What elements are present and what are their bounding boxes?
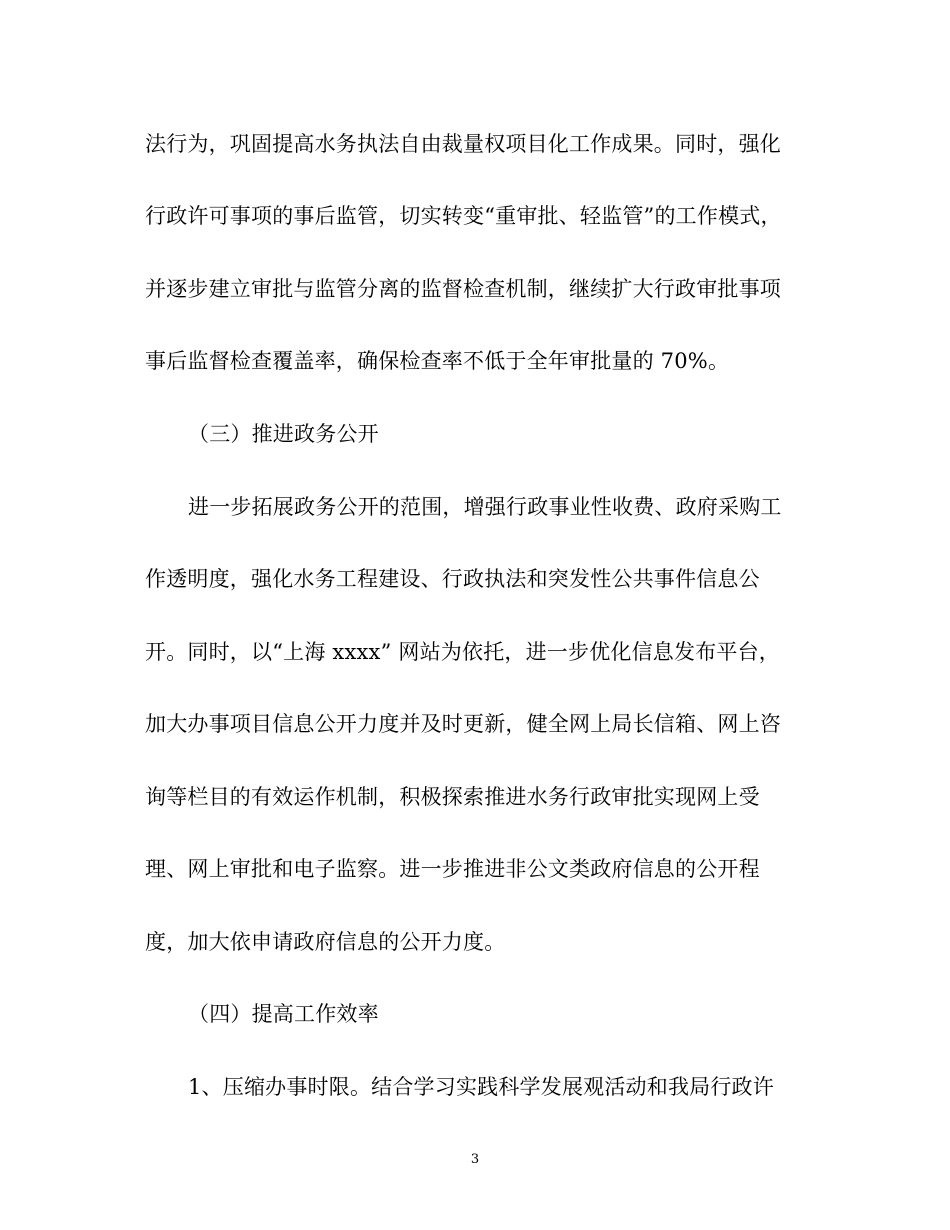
paragraph-line: 事后监督检查覆盖率，确保检查率不低于全年审批量的 70%。 [145,349,730,373]
paragraph-line: 1、压缩办事时限。结合学习实践科学发展观活动和我局行政许 [188,1075,774,1099]
paragraph-line: 加大办事项目信息公开力度并及时更新，健全网上局长信箱、网上咨 [145,712,781,736]
paragraph-line: 进一步拓展政务公开的范围，增强行政事业性收费、政府采购工 [188,495,782,519]
paragraph-line: 询等栏目的有效运作机制，积极探索推进水务行政审批实现网上受 [145,785,760,809]
paragraph-line: 度，加大依申请政府信息的公开力度。 [145,930,506,954]
paragraph-line: 作透明度，强化水务工程建设、行政执法和突发性公共事件信息公 [145,567,760,591]
section-heading: （四）提高工作效率 [188,1002,379,1026]
paragraph-line: 理、网上审批和电子监察。进一步推进非公文类政府信息的公开程 [145,857,760,881]
section-heading: （三）推进政务公开 [188,422,379,446]
page-number: 3 [470,1152,480,1167]
paragraph-line: 并逐步建立审批与监管分离的监督检查机制，继续扩大行政审批事项 [145,277,781,301]
paragraph-line: 开。同时，以“上海 xxxx” 网站为依托，进一步优化信息发布平台， [145,640,780,664]
paragraph-line: 行政许可事项的事后监管，切实转变“重审批、轻监管”的工作模式， [145,204,782,228]
paragraph-line: 法行为，巩固提高水务执法自由裁量权项目化工作成果。同时，强化 [145,132,781,156]
